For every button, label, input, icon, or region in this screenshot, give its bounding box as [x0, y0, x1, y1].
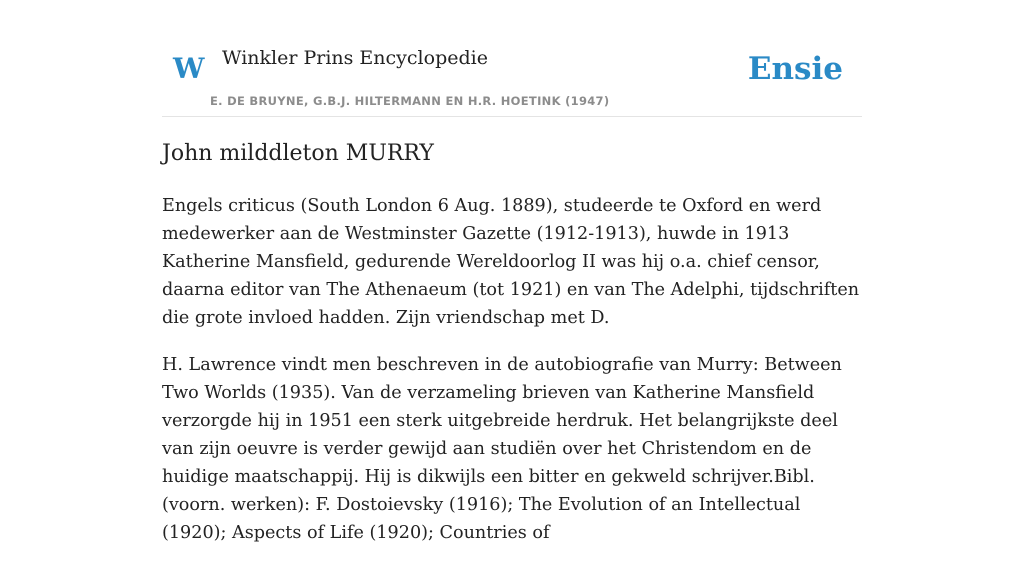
source-authors: E. DE BRUYNE, G.B.J. HILTERMANN EN H.R. HOETINK (1947) [210, 94, 610, 108]
article-body [162, 192, 866, 566]
source-logo-icon[interactable]: W [173, 52, 205, 85]
source-header [162, 0, 862, 117]
ensie-logo[interactable]: Ensie [747, 51, 843, 87]
article-paragraph: H. Lawrence vindt men beschreven in de autobiografie van Murry: Between Two Worlds (1935). Van de verzameling brieven van Katherine Mansfield verzorgde hij in 1951 een sterk uitgebreide herdruk. Het belangrijkste deel van zijn oeuvre is verder gewijd aan studiën over het Christendom en de huidige maatschappij. Hij is dikwijls een bitter en gekweld schrijver.Bibl. (voorn. werken): F. Dostoievsky (1916); The Evolution of an Intellectual (1920); Aspects of Life (1920); Countries of [162, 355, 842, 543]
article-paragraph: Engels criticus (South London 6 Aug. 1889), studeerde te Oxford en werd medewerker aan de Westminster Gazette (1912-1913), huwde in 1913 Katherine Mansfield, gedurende Wereldoorlog II was hij o.a. chief censor, daarna editor van The Athenaeum (tot 1921) en van The Adelphi, tijdschriften die grote invloed hadden. Zijn vriendschap met D. [162, 196, 860, 328]
source-title[interactable]: Winkler Prins Encyclopedie [222, 47, 488, 69]
article-title: John milddleton MURRY [162, 141, 434, 166]
